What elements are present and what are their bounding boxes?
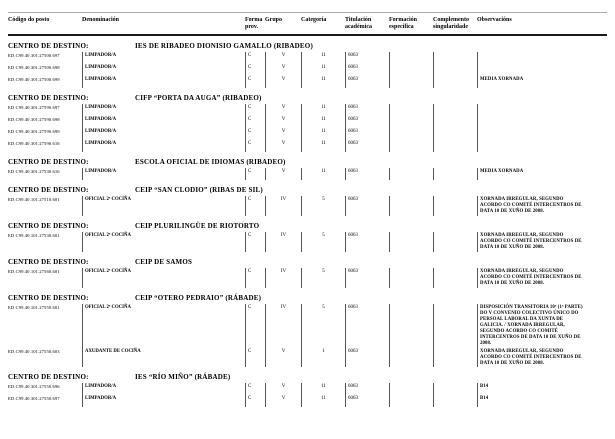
forma-prov-value: C: [245, 304, 265, 348]
complemento-value: [433, 52, 477, 64]
centro-block-header: [8, 158, 607, 166]
observacions-value: B14: [477, 383, 607, 395]
observacions-value: [477, 128, 607, 140]
formacion-value: [389, 64, 433, 76]
observacions-value: B14: [477, 395, 607, 407]
codigo-posto-value: ED.C99.40.301.27550.697: [8, 396, 60, 402]
codigo-posto-value: ED.C99.40.301.27590.698: [8, 116, 60, 122]
titulacion-value: 6063: [345, 304, 389, 348]
categoria-value: 11: [301, 140, 345, 152]
column-header-forma-prov: Forma prov.: [245, 17, 263, 30]
forma-prov-value: C: [245, 128, 265, 140]
column-header-observacions: Observacións: [477, 17, 512, 23]
observacions-value: [477, 104, 607, 116]
codigo-posto-value: ED.C99.40.101.27550.601: [8, 304, 60, 310]
categoria-value: 11: [301, 76, 345, 88]
denominacion-value: LIMPADOR/A: [82, 383, 245, 395]
grupo-value: V: [265, 128, 301, 140]
forma-prov-value: C: [245, 232, 265, 252]
formacion-value: [389, 304, 433, 348]
observacions-value: XORNADA IRREGULAR, SEGUNDO ACORDO CO COMITÉ INTERCENTROS DE DATA 10 DE XUÑO DE 2008.: [477, 196, 607, 216]
forma-prov-value: C: [245, 395, 265, 407]
complemento-value: [433, 76, 477, 88]
centro-block-header: [8, 42, 607, 50]
observacions-value: [477, 64, 607, 76]
post-row: [8, 128, 607, 140]
column-header-denominacion: Denominación: [82, 17, 120, 23]
formacion-value: [389, 128, 433, 140]
centro-name: CEIP DE SAMOS: [135, 257, 193, 266]
complemento-value: [433, 304, 477, 348]
centro-rows: [8, 168, 607, 180]
post-row: [8, 76, 607, 88]
formacion-value: [389, 76, 433, 88]
formacion-value: [389, 348, 433, 368]
categoria-value: 11: [301, 64, 345, 76]
column-header-complemento: Complemento singularidade: [433, 17, 469, 30]
categoria-value: 11: [301, 168, 345, 180]
categoria-value: 5: [301, 304, 345, 348]
centro-rows: [8, 383, 607, 407]
observacions-value: [477, 140, 607, 152]
forma-prov-value: C: [245, 76, 265, 88]
titulacion-value: 6063: [345, 140, 389, 152]
codigo-posto-value: ED.C99.40.101.27560.601: [8, 268, 60, 274]
titulacion-value: 6063: [345, 232, 389, 252]
formacion-value: [389, 52, 433, 64]
forma-prov-value: C: [245, 168, 265, 180]
post-row: [8, 116, 607, 128]
denominacion-value: OFICIAL 2ª COCIÑA: [82, 232, 245, 252]
denominacion-value: LIMPADOR/A: [82, 52, 245, 64]
complemento-value: [433, 128, 477, 140]
observacions-value: XORNADA IRREGULAR, SEGUNDO ACORDO CO COMITÉ INTERCENTROS DE DATA 10 DE XUÑO DE 2008.: [477, 268, 607, 288]
grupo-value: V: [265, 52, 301, 64]
centro-name: IES DE RIBADEO DIONISIO GAMALLO (RIBADEO): [135, 41, 313, 50]
post-row: [8, 268, 607, 288]
titulacion-value: 6063: [345, 268, 389, 288]
grupo-value: V: [265, 76, 301, 88]
complemento-value: [433, 116, 477, 128]
complemento-value: [433, 140, 477, 152]
titulacion-value: 6063: [345, 116, 389, 128]
centro-block-header: [8, 222, 607, 230]
denominacion-value: LIMPADOR/A: [82, 116, 245, 128]
formacion-value: [389, 232, 433, 252]
table-body: [8, 42, 607, 408]
observacions-value: DISPOSICIÓN TRANSITORIA 10ª (1ª PARTE) DO V CONVENIO COLECTIVO ÚNICO DO PERSOAL LABORAL DA XUNTA DE GALICIA. / XORNADA IRREGULAR, SEGUNDO ACORDO CO COMITÉ INTERCENTROS DE DATA 10 DE XUÑO DE 2008.: [477, 304, 607, 348]
observacions-value: [477, 116, 607, 128]
grupo-value: V: [265, 104, 301, 116]
centro-block-header: [8, 294, 607, 302]
centro-block: [8, 373, 607, 407]
centro-rows: [8, 52, 607, 88]
complemento-value: [433, 268, 477, 288]
centro-rows: [8, 196, 607, 216]
centro-name: CIFP “PORTA DA AUGA” (RIBADEO): [135, 93, 262, 102]
column-header-formacion: Formación específica: [389, 17, 417, 30]
codigo-posto-value: ED.C99.40.301.27500.699: [8, 76, 60, 82]
grupo-value: V: [265, 140, 301, 152]
denominacion-value: LIMPADOR/A: [82, 168, 245, 180]
titulacion-value: 6063: [345, 104, 389, 116]
formacion-value: [389, 383, 433, 395]
grupo-value: V: [265, 168, 301, 180]
grupo-value: V: [265, 395, 301, 407]
denominacion-value: LIMPADOR/A: [82, 76, 245, 88]
denominacion-value: LIMPADOR/A: [82, 64, 245, 76]
centro-destino-label: CENTRO DE DESTINO:: [8, 41, 89, 50]
centro-block: [8, 158, 607, 180]
forma-prov-value: C: [245, 140, 265, 152]
post-row: [8, 64, 607, 76]
centro-destino-label: CENTRO DE DESTINO:: [8, 185, 89, 194]
denominacion-value: LIMPADOR/A: [82, 140, 245, 152]
grupo-value: IV: [265, 232, 301, 252]
titulacion-value: 6063: [345, 52, 389, 64]
centro-rows: [8, 104, 607, 152]
complemento-value: [433, 104, 477, 116]
post-row: [8, 52, 607, 64]
centro-name: IES “RÍO MIÑO” (RÁBADE): [135, 373, 231, 382]
centro-name: ESCOLA OFICIAL DE IDIOMAS (RIBADEO): [135, 157, 286, 166]
grupo-value: IV: [265, 268, 301, 288]
forma-prov-value: C: [245, 348, 265, 368]
centro-destino-label: CENTRO DE DESTINO:: [8, 93, 89, 102]
column-header-titulacion: Titulación académica: [345, 17, 372, 30]
categoria-value: 5: [301, 268, 345, 288]
formacion-value: [389, 104, 433, 116]
centro-block-header: [8, 94, 607, 102]
centro-destino-label: CENTRO DE DESTINO:: [8, 157, 89, 166]
codigo-posto-value: ED.C99.40.101.27530.601: [8, 232, 60, 238]
codigo-posto-value: ED.C99.40.301.27590.699: [8, 128, 60, 134]
categoria-value: 11: [301, 395, 345, 407]
codigo-posto-value: ED.C99.40.101.27550.603: [8, 348, 60, 354]
post-row: [8, 196, 607, 216]
categoria-value: 1: [301, 348, 345, 368]
grupo-value: IV: [265, 304, 301, 348]
column-header-categoria: Categoría: [301, 17, 327, 23]
centro-name: CEIP “SAN CLODIO” (RIBAS DE SIL): [135, 185, 263, 194]
complemento-value: [433, 348, 477, 368]
centro-name: CEIP PLURILINGÜE DE RIOTORTO: [135, 221, 260, 230]
observacions-value: XORNADA IRREGULAR, SEGUNDO ACORDO CO COMITÉ INTERCENTROS DE DATA 10 DE XUÑO DE 2008.: [477, 348, 607, 368]
centro-rows: [8, 304, 607, 368]
column-header-grupo: Grupo: [265, 17, 283, 23]
centro-block-header: [8, 258, 607, 266]
formacion-value: [389, 140, 433, 152]
formacion-value: [389, 395, 433, 407]
titulacion-value: 6063: [345, 348, 389, 368]
grupo-value: V: [265, 116, 301, 128]
titulacion-value: 6063: [345, 128, 389, 140]
centro-block: [8, 258, 607, 288]
codigo-posto-value: ED.C99.40.301.27530.616: [8, 168, 60, 174]
codigo-posto-value: ED.C99.40.301.27590.697: [8, 104, 60, 110]
observacions-value: MEDIA XORNADA: [477, 76, 607, 88]
centro-block-header: [8, 186, 607, 194]
codigo-posto-value: ED.C99.40.301.27590.616: [8, 140, 60, 146]
codigo-posto-value: ED.C99.40.301.27550.696: [8, 384, 60, 390]
formacion-value: [389, 196, 433, 216]
post-row: [8, 348, 607, 368]
grupo-value: V: [265, 64, 301, 76]
complemento-value: [433, 64, 477, 76]
top-rule: [8, 12, 607, 13]
column-header-codigo: Código do posto: [8, 17, 50, 23]
codigo-posto-value: ED.C99.40.101.27510.601: [8, 196, 60, 202]
formacion-value: [389, 168, 433, 180]
forma-prov-value: C: [245, 383, 265, 395]
forma-prov-value: C: [245, 64, 265, 76]
post-row: [8, 104, 607, 116]
complemento-value: [433, 196, 477, 216]
titulacion-value: 6063: [345, 64, 389, 76]
post-row: [8, 140, 607, 152]
post-row: [8, 168, 607, 180]
post-row: [8, 232, 607, 252]
centro-block: [8, 42, 607, 88]
centro-name: CEIP “OTERO PEDRAIO” (RÁBADE): [135, 293, 262, 302]
centro-block-header: [8, 373, 607, 381]
categoria-value: 11: [301, 52, 345, 64]
complemento-value: [433, 395, 477, 407]
forma-prov-value: C: [245, 52, 265, 64]
categoria-value: 11: [301, 128, 345, 140]
denominacion-value: OFICIAL 2ª COCIÑA: [82, 196, 245, 216]
titulacion-value: 6063: [345, 76, 389, 88]
forma-prov-value: C: [245, 104, 265, 116]
centro-destino-label: CENTRO DE DESTINO:: [8, 257, 89, 266]
denominacion-value: AXUDANTE DE COCIÑA: [82, 348, 245, 368]
denominacion-value: LIMPADOR/A: [82, 104, 245, 116]
forma-prov-value: C: [245, 196, 265, 216]
titulacion-value: 6063: [345, 168, 389, 180]
forma-prov-value: C: [245, 268, 265, 288]
titulacion-value: 6063: [345, 395, 389, 407]
formacion-value: [389, 268, 433, 288]
centro-destino-label: CENTRO DE DESTINO:: [8, 293, 89, 302]
categoria-value: 11: [301, 104, 345, 116]
complemento-value: [433, 168, 477, 180]
centro-rows: [8, 232, 607, 252]
denominacion-value: LIMPADOR/A: [82, 128, 245, 140]
centro-rows: [8, 268, 607, 288]
post-row: [8, 395, 607, 407]
denominacion-value: OFICIAL 2ª COCIÑA: [82, 268, 245, 288]
formacion-value: [389, 116, 433, 128]
codigo-posto-value: ED.C99.40.301.27500.698: [8, 64, 60, 70]
codigo-posto-value: ED.C99.40.301.27500.697: [8, 52, 60, 58]
post-row: [8, 383, 607, 395]
grupo-value: V: [265, 383, 301, 395]
table-header-row: [8, 15, 607, 36]
titulacion-value: 6063: [345, 383, 389, 395]
forma-prov-value: C: [245, 116, 265, 128]
complemento-value: [433, 232, 477, 252]
denominacion-value: LIMPADOR/A: [82, 395, 245, 407]
centro-block: [8, 222, 607, 252]
centro-block: [8, 294, 607, 368]
titulacion-value: 6063: [345, 196, 389, 216]
grupo-value: V: [265, 348, 301, 368]
centro-block: [8, 186, 607, 216]
centro-block: [8, 94, 607, 152]
post-row: [8, 304, 607, 348]
observacions-value: [477, 52, 607, 64]
categoria-value: 11: [301, 383, 345, 395]
observacions-value: XORNADA IRREGULAR, SEGUNDO ACORDO CO COMITÉ INTERCENTROS DE DATA 10 DE XUÑO DE 2008.: [477, 232, 607, 252]
observacions-value: MEDIA XORNADA: [477, 168, 607, 180]
categoria-value: 5: [301, 196, 345, 216]
categoria-value: 5: [301, 232, 345, 252]
grupo-value: IV: [265, 196, 301, 216]
centro-destino-label: CENTRO DE DESTINO:: [8, 221, 89, 230]
centro-destino-label: CENTRO DE DESTINO:: [8, 373, 89, 382]
complemento-value: [433, 383, 477, 395]
denominacion-value: OFICIAL 2ª COCIÑA: [82, 304, 245, 348]
categoria-value: 11: [301, 116, 345, 128]
